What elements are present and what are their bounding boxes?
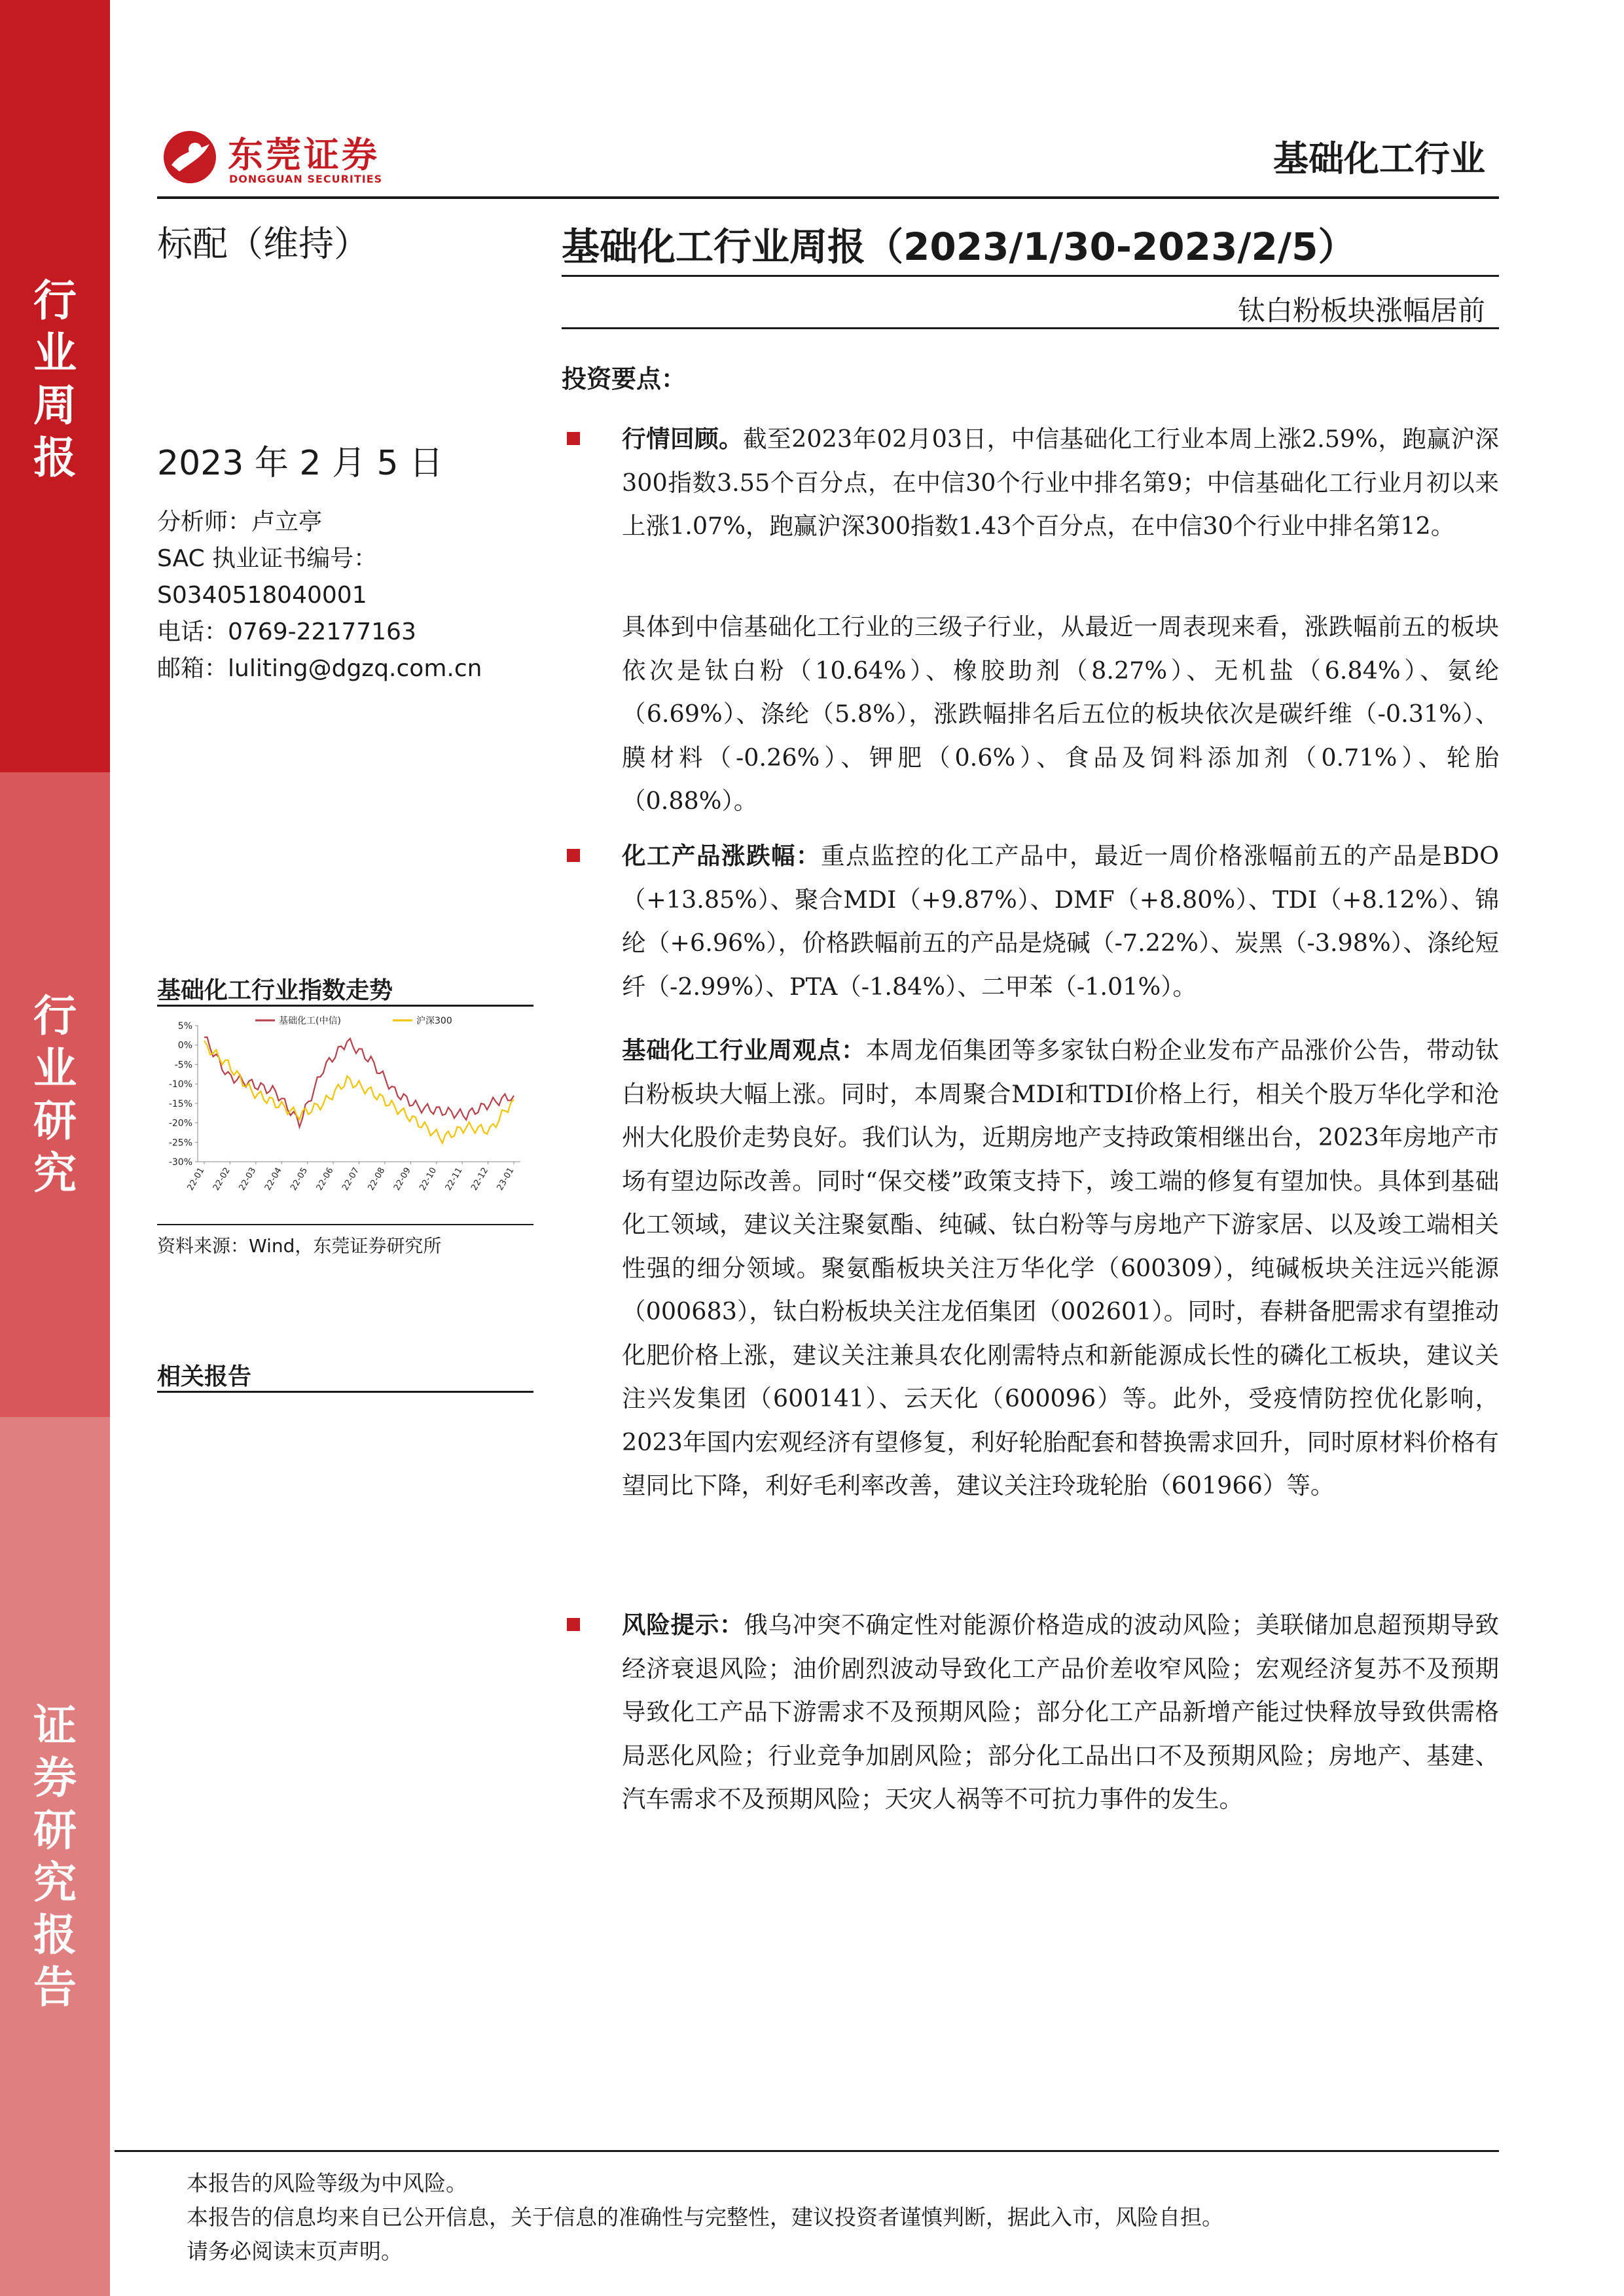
title-rule — [562, 275, 1499, 277]
y-tick-label: -25% — [168, 1138, 192, 1149]
x-tick-label: 22-10 — [418, 1166, 439, 1193]
sidebar-char: 券 — [33, 1752, 77, 1803]
sidebar-char: 行 — [33, 990, 77, 1041]
footer-line: 本报告的信息均来自已公开信息，关于信息的准确性与完整性，建议投资者谨慎判断，据此入市，风险自担。 — [187, 2204, 1223, 2230]
sidebar-band-report-type — [0, 0, 110, 772]
footer-rule — [115, 2150, 1499, 2152]
legend-label: 基础化工(中信) — [279, 1016, 341, 1026]
sidebar-char: 研 — [33, 1804, 77, 1856]
report-title: 基础化工行业周报（2023/1/30-2023/2/5） — [562, 224, 1356, 269]
y-tick-label: -20% — [168, 1118, 192, 1129]
subtitle-rule — [562, 327, 1499, 329]
bullet-marker — [567, 1618, 580, 1631]
y-tick-label: 5% — [177, 1021, 192, 1031]
sidebar-char: 究 — [33, 1857, 77, 1908]
y-tick-label: -10% — [168, 1079, 192, 1090]
sidebar-char: 报 — [33, 433, 77, 483]
related-reports-rule — [157, 1391, 533, 1393]
x-tick-label: 22-01 — [185, 1166, 207, 1193]
industry-label: 基础化工行业 — [1273, 138, 1485, 179]
sidebar-char: 证 — [33, 1700, 77, 1751]
chart-heading: 基础化工行业指数走势 — [157, 977, 393, 1004]
related-reports-heading: 相关报告 — [157, 1363, 252, 1390]
paragraph-text: 俄乌冲突不确定性对能源价格造成的波动风险；美联储加息超预期导致经济衰退风险；油价剧烈波动导致化工产品价差收窄风险；宏观经济复苏不及预期导致化工产品下游需求不及预期风险；部分化工产品新增产能过快释放导致供需格局恶化风险；行业竞争加剧风险；部分化工品出口不及预期风险；房地产、基建、汽车需求不及预期风险；天灾人祸等不可抗力事件的发生。 — [622, 1611, 1500, 1813]
sac-number: S0340518040001 — [157, 582, 367, 609]
y-tick-label: -15% — [168, 1098, 192, 1109]
bullet-marker — [567, 432, 580, 445]
report-date: 2023 年 2 月 5 日 — [157, 444, 444, 483]
footer-disclaimer — [187, 2166, 1223, 2269]
sidebar-band-securities-report — [0, 1417, 110, 2296]
paragraph-label: 行情回顾。 — [622, 425, 744, 453]
analyst-email[interactable]: 邮箱：luliting@dgzq.com.cn — [157, 655, 482, 682]
x-tick-label: 22-06 — [314, 1166, 336, 1193]
analyst-name: 分析师：卢立亭 — [157, 509, 323, 535]
rating-label: 标配（维持） — [157, 223, 369, 264]
bullet-marker — [567, 849, 580, 862]
sidebar-char: 研 — [33, 1095, 77, 1146]
paragraph-label: 风险提示： — [622, 1611, 744, 1639]
x-tick-label: 22-09 — [391, 1166, 413, 1193]
report-subtitle: 钛白粉板块涨幅居前 — [1237, 295, 1485, 327]
paragraph-label: 基础化工行业周观点： — [622, 1036, 866, 1064]
paragraph-label: 化工产品涨跌幅： — [622, 842, 821, 870]
company-logo — [157, 124, 406, 190]
sidebar-char: 告 — [33, 1962, 77, 2013]
analyst-phone: 电话：0769-22177163 — [157, 619, 416, 645]
y-tick-label: -30% — [168, 1157, 192, 1168]
x-tick-label: 22-03 — [237, 1166, 259, 1193]
chart-source: 资料来源：Wind，东莞证券研究所 — [157, 1235, 442, 1257]
sidebar-char: 报 — [33, 1909, 77, 1960]
x-tick-label: 22-07 — [340, 1166, 361, 1193]
paragraph-risk — [622, 1604, 1499, 1821]
paragraph-subindustry — [622, 605, 1499, 823]
footer-line: 本报告的风险等级为中风险。 — [187, 2170, 467, 2196]
paragraph-text: 重点监控的化工产品中，最近一周价格涨幅前五的产品是BDO（+13.85%）、聚合MDI（+9.87%）、DMF（+8.80%）、TDI（+8.12%）、锦纶（+6.96%），价格跌幅前五的产品是烧碱（-7.22%）、炭黑（-3.98%）、涤纶短纤（-2.99%）、PTA（-1.84%）、二甲苯（-1.01%）。 — [622, 842, 1499, 1001]
sidebar-band-report-type-text — [33, 275, 77, 484]
logo-mark-icon — [157, 124, 223, 190]
paragraph-weekly-view — [622, 1029, 1499, 1508]
sidebar-char: 行 — [33, 276, 77, 326]
y-tick-label: -5% — [174, 1060, 192, 1071]
chart-bottom-rule — [157, 1224, 533, 1225]
sidebar-band-securities-report-text — [33, 1700, 77, 2014]
series-line-2 — [204, 1041, 514, 1143]
paragraph-text: 本周龙佰集团等多家钛白粉企业发布产品涨价公告，带动钛白粉板块大幅上涨。同时，本周聚合MDI和TDI价格上行，相关个股万华化学和沧州大化股价走势良好。我们认为，近期房地产支持政策相继出台，2023年房地产市场有望边际改善。同时“保交楼”政策支持下，竣工端的修复有望加快。具体到基础化工领域，建议关注聚氨酯、纯碱、钛白粉等与房地产下游家居、以及竣工端相关性强的细分领域。聚氨酯板块关注万华化学（600309），纯碱板块关注远兴能源（000683），钛白粉板块关注龙佰集团（002601）。同时，春耕备肥需求有望推动化肥价格上涨，建议关注兼具农化刚需特点和新能源成长性的磷化工板块，建议关注兴发集团（600141）、云天化（600096）等。此外，受疫情防控优化影响，2023年国内宏观经济有望修复，利好轮胎配套和替换需求回升，同时原材料价格有望同比下降，利好毛利率改善，建议关注玲珑轮胎（601966）等。 — [622, 1036, 1500, 1499]
x-tick-label: 22-04 — [262, 1166, 284, 1193]
sac-label: SAC 执业证书编号： — [157, 545, 378, 572]
paragraph-market-review — [622, 418, 1499, 548]
sidebar-char: 业 — [33, 328, 77, 378]
x-tick-label: 22-05 — [289, 1166, 310, 1193]
sidebar-band-research — [0, 772, 110, 1417]
index-trend-chart — [157, 1011, 533, 1221]
section-heading: 投资要点： — [562, 365, 687, 393]
x-tick-label: 22-11 — [443, 1166, 465, 1193]
legend-label: 沪深300 — [416, 1016, 452, 1026]
x-tick-label: 22-08 — [366, 1166, 388, 1193]
logo-name-en: DONGGUAN SECURITIES — [229, 173, 383, 185]
logo-name-cn: 东莞证券 — [228, 134, 380, 175]
y-tick-label: 0% — [177, 1040, 192, 1051]
sidebar-char: 周 — [33, 380, 77, 431]
x-tick-label: 22-02 — [211, 1166, 232, 1193]
paragraph-text: 截至2023年02月03日，中信基础化工行业本周上涨2.59%，跑赢沪深300指数3.55个百分点，在中信30个行业中排名第9；中信基础化工行业月初以来上涨1.07%，跑赢沪深300指数1.43个百分点，在中信30个行业中排名第12。 — [622, 425, 1499, 540]
chart-heading-rule — [157, 1005, 533, 1007]
index-trend-chart-svg — [157, 1011, 533, 1221]
footer-line: 请务必阅读末页声明。 — [187, 2238, 403, 2264]
sidebar-char: 业 — [33, 1043, 77, 1094]
sidebar-band-research-text — [33, 990, 77, 1200]
paragraph-chemical-products — [622, 834, 1499, 1009]
analyst-info — [157, 504, 482, 687]
paragraph-text: 具体到中信基础化工行业的三级子行业，从最近一周表现来看，涨跌幅前五的板块依次是钛白粉（10.64%）、橡胶助剂（8.27%）、无机盐（6.84%）、氨纶（6.69%）、涤纶（5.8%），涨跌幅排名后五位的板块依次是碳纤维（-0.31%）、膜材料（-0.26%）、钾肥（0.6%）、食品及饲料添加剂（0.71%）、轮胎（0.88%）。 — [622, 613, 1499, 815]
x-tick-label: 23-01 — [495, 1166, 516, 1193]
x-tick-label: 22-12 — [469, 1166, 491, 1193]
sidebar-char: 究 — [33, 1147, 77, 1198]
header-rule — [157, 196, 1499, 199]
